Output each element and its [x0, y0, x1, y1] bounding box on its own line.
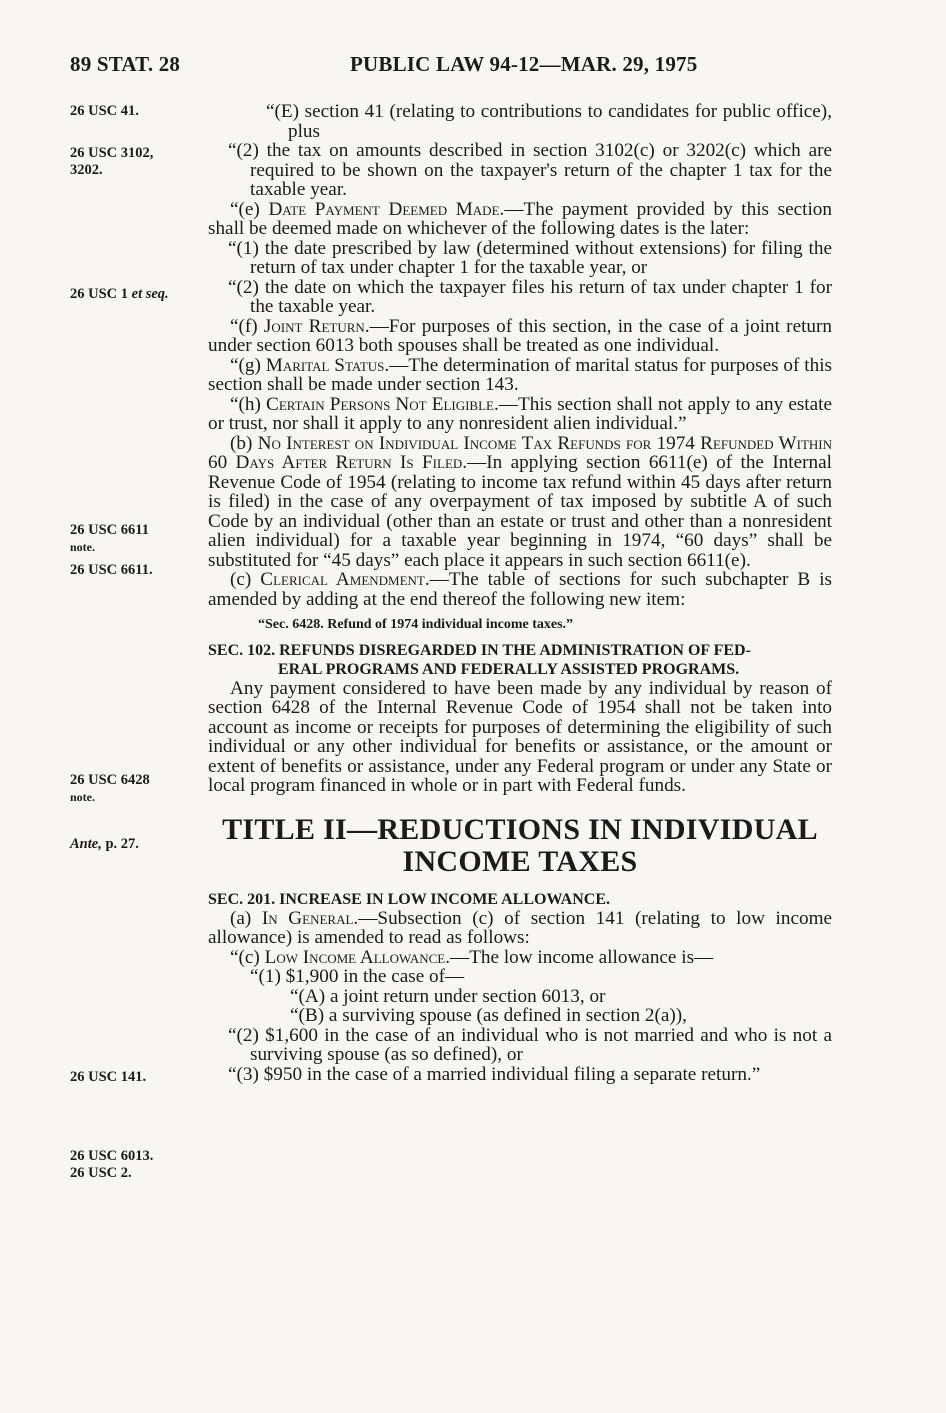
- paragraph: “(E) section 41 (relating to contributions to candidates for public office), plus: [266, 101, 832, 142]
- margin-note: 26 USC 1 et seq.: [70, 286, 169, 302]
- paragraph: (a) In General.—Subsection (c) of section 141 (relating to low income allowance) is amended to read as follows:: [208, 907, 833, 948]
- paragraph: Any payment considered to have been made by any individual by reason of section 6428 of the Internal Revenue Code of 1954 shall not be taken into account as income or receipts for purposes of determining the eligibility of such individual or any other individual for benefits or assistance, or the amount or extent of benefits or assistance, under any Federal program or under any State or local program financed in whole or in part with Federal funds.: [208, 677, 832, 796]
- margin-note: Ante, p. 27.: [70, 836, 139, 852]
- page-running-title: PUBLIC LAW 94-12—MAR. 29, 1975: [350, 52, 698, 76]
- paragraph: “(2) $1,600 in the case of an individual who is not married and who is not a surviving spouse (as so defined), or: [228, 1024, 832, 1065]
- page-stat-number: 89 STAT. 28: [70, 52, 181, 76]
- paragraph: (b) No Interest on Individual Income Tax Refunds for 1974 Refunded Within 60 Days After Return Is Filed.—In applying section 6611(e) of the Internal Revenue Code of 1954 (relating to income tax refund within 45 days after return is filed) in the case of any overpayment of tax imposed by subtitle A of such Code by an individual (other than an estate or trust and other than a nonresident alien individual) for a taxable year beginning in 1974, “60 days” shall be substituted for “45 days” each place it appears in such section 6611(e).: [208, 432, 832, 571]
- section-heading: SEC. 102. REFUNDS DISREGARDED IN THE ADMINISTRATION OF FED- ERAL PROGRAMS AND FEDERALLY ASSISTED PROGRAMS.: [208, 641, 751, 678]
- paragraph: “(g) Marital Status.—The determination of marital status for purposes of this section shall be made under section 143.: [208, 354, 833, 395]
- margin-note: 26 USC 6611 note. 26 USC 6611.: [70, 522, 153, 578]
- paragraph: (c) Clerical Amendment.—The table of sections for such subchapter B is amended by adding at the end thereof the following new item:: [208, 569, 832, 610]
- margin-note: 26 USC 41.: [70, 103, 139, 119]
- paragraph: “(c) Low Income Allowance.—The low income allowance is—: [230, 946, 714, 968]
- paragraph: “(1) $1,900 in the case of—: [250, 966, 465, 987]
- paragraph: “(A) a joint return under section 6013, or: [290, 985, 606, 1007]
- title-heading: TITLE II—REDUCTIONS IN INDIVIDUAL INCOME TAXES: [222, 812, 818, 878]
- paragraph: “(1) the date prescribed by law (determined without extensions) for filing the return of tax under chapter 1 for the taxable year, or: [228, 237, 832, 278]
- margin-note: 26 USC 6013. 26 USC 2.: [70, 1148, 154, 1181]
- paragraph: “(e) Date Payment Deemed Made.—The payment provided by this section shall be deemed made on whichever of the following dates is the later:: [208, 198, 832, 239]
- paragraph: “(3) $950 in the case of a married individual filing a separate return.”: [228, 1063, 761, 1085]
- paragraph: “(B) a surviving spouse (as defined in section 2(a)),: [290, 1005, 687, 1026]
- paragraph: “(f) Joint Return.—For purposes of this section, in the case of a joint return under section 6013 both spouses shall be treated as one individual.: [208, 315, 832, 356]
- margin-note: 26 USC 6428 note.: [70, 772, 150, 804]
- margin-note: 26 USC 3102, 3202.: [70, 145, 154, 178]
- margin-note: 26 USC 141.: [70, 1069, 147, 1085]
- document-body: [208, 102, 832, 1084]
- paragraph: “(h) Certain Persons Not Eligible.—This section shall not apply to any estate or trust, nor shall it apply to any nonresident alien individual.”: [208, 393, 833, 434]
- paragraph: “(2) the date on which the taxpayer files his return of tax under chapter 1 for the taxable year.: [228, 276, 832, 317]
- paragraph: “(2) the tax on amounts described in section 3102(c) or 3202(c) which are required to be shown on the taxpayer's return of the chapter 1 tax for the taxable year.: [228, 140, 832, 200]
- section-heading: SEC. 201. INCREASE IN LOW INCOME ALLOWANCE.: [208, 890, 610, 908]
- table-of-sections-entry: “Sec. 6428. Refund of 1974 individual income taxes.”: [258, 617, 574, 632]
